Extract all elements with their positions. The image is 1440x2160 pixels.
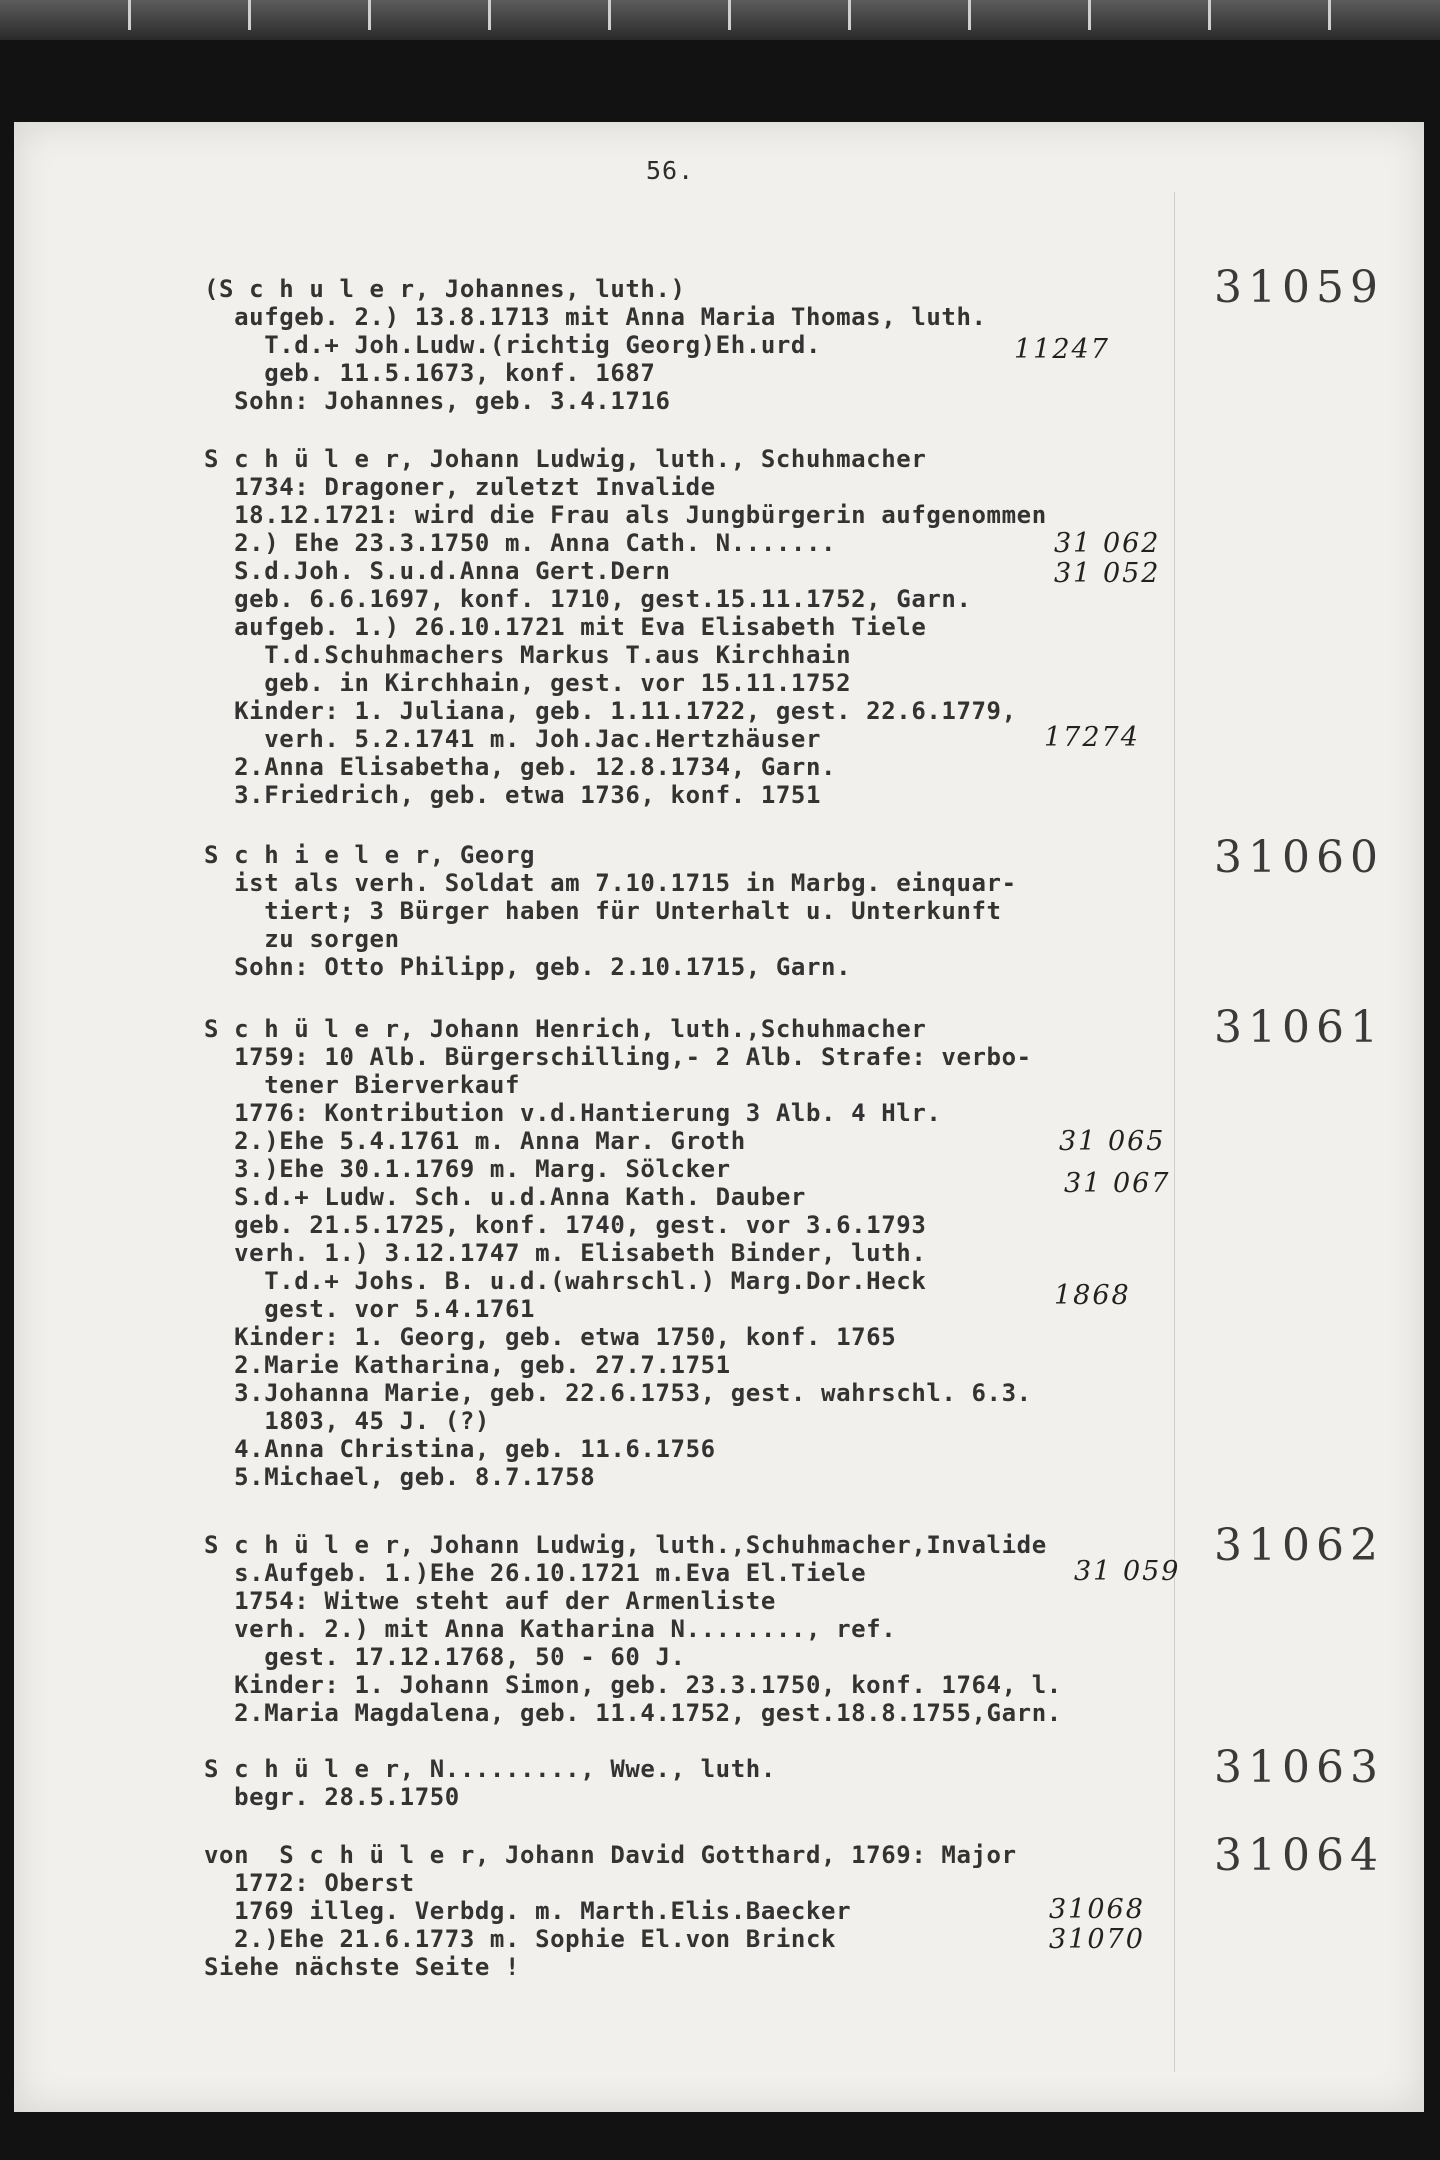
entry-line: 3.Friedrich, geb. etwa 1736, konf. 1751 xyxy=(204,781,822,809)
entry-line: Siehe nächste Seite ! xyxy=(204,1953,521,1981)
entry-line: 2.)Ehe 21.6.1773 m. Sophie El.von Brinck xyxy=(204,1925,837,1953)
entry-line: S c h i e l e r, Georg xyxy=(204,841,536,869)
entry-line: begr. 28.5.1750 xyxy=(204,1783,460,1811)
entry-number: 31063 xyxy=(1214,1742,1384,1793)
entry-line: 1769 illeg. Verbdg. m. Marth.Elis.Baecker xyxy=(204,1897,852,1925)
handwritten-reference: 31070 xyxy=(1049,1924,1145,1955)
entry-line: 1734: Dragoner, zuletzt Invalide xyxy=(204,473,716,501)
entry-line: Sohn: Johannes, geb. 3.4.1716 xyxy=(204,387,671,415)
margin-rule xyxy=(1174,192,1175,2072)
handwritten-reference: 11247 xyxy=(1014,334,1110,365)
entry-line: 1759: 10 Alb. Bürgerschilling,- 2 Alb. Strafe: verbo- xyxy=(204,1043,1032,1071)
entry-line: aufgeb. 1.) 26.10.1721 mit Eva Elisabeth Tiele xyxy=(204,613,927,641)
entry-line: 2.Anna Elisabetha, geb. 12.8.1734, Garn. xyxy=(204,753,837,781)
entry-line: 2.)Ehe 5.4.1761 m. Anna Mar. Groth xyxy=(204,1127,746,1155)
handwritten-reference: 31 052 xyxy=(1054,558,1161,589)
entry-number: 31062 xyxy=(1214,1520,1384,1571)
entry-line: gest. 17.12.1768, 50 - 60 J. xyxy=(204,1643,686,1671)
entry-line: S c h ü l e r, Johann Ludwig, luth., Schuhmacher xyxy=(204,445,927,473)
entry-line: S c h ü l e r, Johann Ludwig, luth.,Schuhmacher,Invalide xyxy=(204,1531,1047,1559)
entry-line: S.d.+ Ludw. Sch. u.d.Anna Kath. Dauber xyxy=(204,1183,806,1211)
entry-line: 1776: Kontribution v.d.Hantierung 3 Alb. 4 Hlr. xyxy=(204,1099,942,1127)
entry-line: 18.12.1721: wird die Frau als Jungbürgerin aufgenommen xyxy=(204,501,1047,529)
entry-line: tener Bierverkauf xyxy=(204,1071,521,1099)
entry-line: geb. 6.6.1697, konf. 1710, gest.15.11.1752, Garn. xyxy=(204,585,972,613)
handwritten-reference: 31 062 xyxy=(1054,528,1161,559)
entry-number: 31061 xyxy=(1214,1002,1384,1053)
entry-line: geb. 11.5.1673, konf. 1687 xyxy=(204,359,656,387)
entry-line: s.Aufgeb. 1.)Ehe 26.10.1721 m.Eva El.Tiele xyxy=(204,1559,867,1587)
entry-line: T.d.Schuhmachers Markus T.aus Kirchhain xyxy=(204,641,852,669)
entry-line: S c h ü l e r, N........., Wwe., luth. xyxy=(204,1755,776,1783)
entry-line: ist als verh. Soldat am 7.10.1715 in Marbg. einquar- xyxy=(204,869,1017,897)
entry-number: 31060 xyxy=(1214,832,1384,883)
entry-line: verh. 2.) mit Anna Katharina N........, ref. xyxy=(204,1615,897,1643)
handwritten-reference: 31 065 xyxy=(1059,1126,1166,1157)
entry-line: aufgeb. 2.) 13.8.1713 mit Anna Maria Thomas, luth. xyxy=(204,303,987,331)
entry-line: T.d.+ Johs. B. u.d.(wahrschl.) Marg.Dor.Heck xyxy=(204,1267,927,1295)
entry-number: 31059 xyxy=(1214,262,1384,313)
entry-line: 5.Michael, geb. 8.7.1758 xyxy=(204,1463,596,1491)
entry-line: verh. 1.) 3.12.1747 m. Elisabeth Binder, luth. xyxy=(204,1239,927,1267)
handwritten-reference: 17274 xyxy=(1044,722,1140,753)
entry-line: 4.Anna Christina, geb. 11.6.1756 xyxy=(204,1435,716,1463)
entry-line: 2.) Ehe 23.3.1750 m. Anna Cath. N....... xyxy=(204,529,837,557)
entry-line: gest. vor 5.4.1761 xyxy=(204,1295,536,1323)
entry-line: 3.Johanna Marie, geb. 22.6.1753, gest. wahrschl. 6.3. xyxy=(204,1379,1032,1407)
entry-line: geb. 21.5.1725, konf. 1740, gest. vor 3.6.1793 xyxy=(204,1211,927,1239)
entry-line: 1754: Witwe steht auf der Armenliste xyxy=(204,1587,776,1615)
entry-line: von S c h ü l e r, Johann David Gotthard, 1769: Major xyxy=(204,1841,1017,1869)
document-page xyxy=(14,122,1424,2112)
entry-line: 2.Maria Magdalena, geb. 11.4.1752, gest.18.8.1755,Garn. xyxy=(204,1699,1062,1727)
handwritten-reference: 31 067 xyxy=(1064,1168,1171,1199)
entry-line: S.d.Joh. S.u.d.Anna Gert.Dern xyxy=(204,557,671,585)
entry-line: 2.Marie Katharina, geb. 27.7.1751 xyxy=(204,1351,731,1379)
entry-line: (S c h u l e r, Johannes, luth.) xyxy=(204,275,686,303)
entry-line: S c h ü l e r, Johann Henrich, luth.,Schuhmacher xyxy=(204,1015,927,1043)
page-number: 56. xyxy=(646,156,695,185)
entry-number: 31064 xyxy=(1214,1830,1384,1881)
entry-line: Kinder: 1. Georg, geb. etwa 1750, konf. 1765 xyxy=(204,1323,897,1351)
handwritten-reference: 1868 xyxy=(1054,1280,1131,1311)
handwritten-reference: 31 059 xyxy=(1074,1556,1181,1587)
entry-line: geb. in Kirchhain, gest. vor 15.11.1752 xyxy=(204,669,852,697)
film-strip-top xyxy=(0,0,1440,40)
entry-line: Kinder: 1. Johann Simon, geb. 23.3.1750, konf. 1764, l. xyxy=(204,1671,1062,1699)
entry-line: 3.)Ehe 30.1.1769 m. Marg. Sölcker xyxy=(204,1155,731,1183)
entry-line: zu sorgen xyxy=(204,925,400,953)
entry-line: 1772: Oberst xyxy=(204,1869,415,1897)
entry-line: verh. 5.2.1741 m. Joh.Jac.Hertzhäuser xyxy=(204,725,822,753)
entry-line: Sohn: Otto Philipp, geb. 2.10.1715, Garn. xyxy=(204,953,852,981)
entry-line: 1803, 45 J. (?) xyxy=(204,1407,490,1435)
entry-line: tiert; 3 Bürger haben für Unterhalt u. Unterkunft xyxy=(204,897,1002,925)
handwritten-reference: 31068 xyxy=(1049,1894,1145,1925)
entry-line: T.d.+ Joh.Ludw.(richtig Georg)Eh.urd. xyxy=(204,331,822,359)
entry-line: Kinder: 1. Juliana, geb. 1.11.1722, gest. 22.6.1779, xyxy=(204,697,1017,725)
